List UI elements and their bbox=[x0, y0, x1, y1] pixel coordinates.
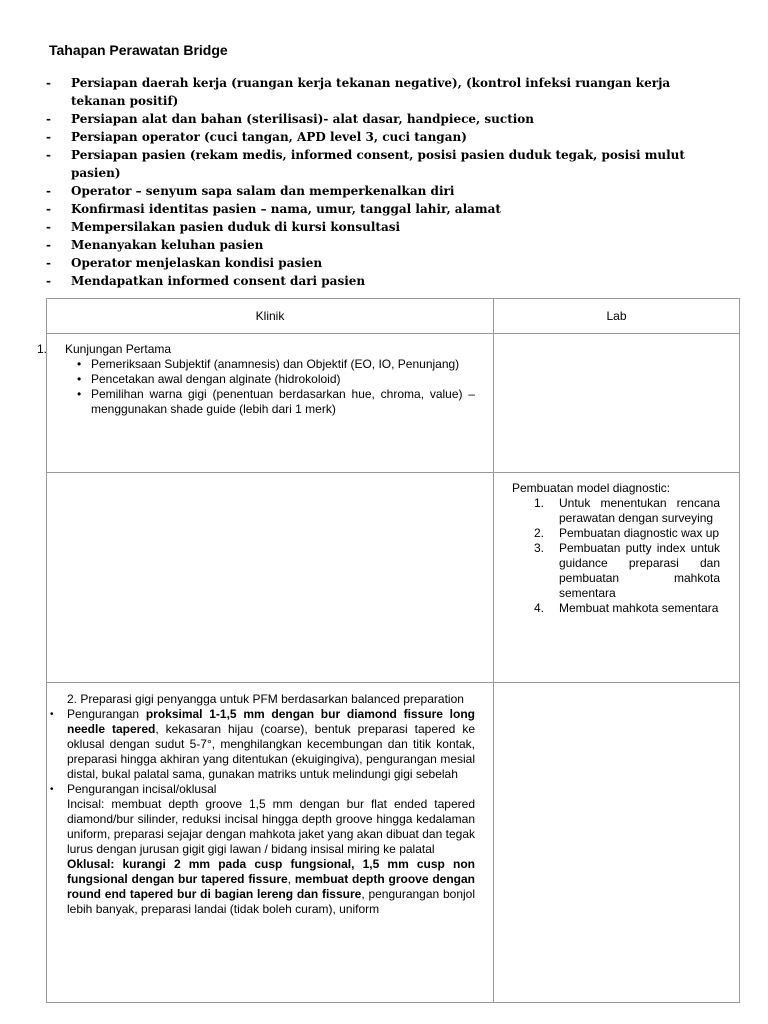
oklusal-bold-1: Oklusal: kurangi 2 mm pada cusp fungsional, 1,5 mm cusp non fungsional dengan bur tapered fissure bbox=[67, 857, 475, 886]
step-text: Persiapan operator (cuci tangan, APD level 3, cuci tangan) bbox=[71, 130, 467, 144]
preparation-heading: 2. Preparasi gigi penyangga untuk PFM berdasarkan balanced preparation bbox=[67, 692, 464, 706]
row-number: 1. bbox=[37, 342, 48, 356]
step-text: Persiapan daerah kerja (ruangan kerja tekanan negative), (kontrol infeksi ruangan kerja tekanan positif) bbox=[71, 76, 671, 108]
preparation-bullet-list bbox=[50, 707, 476, 797]
step-item bbox=[46, 200, 726, 218]
oklusal-paragraph bbox=[67, 857, 475, 917]
treatment-table bbox=[37, 298, 740, 1003]
step-text: Mendapatkan informed consent dari pasien bbox=[71, 274, 366, 288]
list-item-text: Membuat mahkota sementara bbox=[559, 601, 719, 615]
step-item bbox=[46, 182, 726, 200]
step-item bbox=[46, 236, 726, 254]
dash-marker: - bbox=[46, 76, 51, 90]
lab-cell bbox=[494, 683, 740, 1003]
list-item bbox=[532, 541, 720, 601]
lab-heading: Pembuatan model diagnostic: bbox=[512, 481, 671, 495]
bullet-text-rest: , kekasaran hijau (coarse), bentuk preparasi tapered ke oklusal dengan sudut 5-7°, menghilangkan kecembungan dan titik kontak, preparasi hingga akhiran yang ditentukan (ekuigingiva), pengurangan mesial distal, bukal palatal sama, gunakan matriks untuk melindungi gigi sebelah bbox=[67, 722, 475, 781]
dash-marker: - bbox=[46, 274, 51, 288]
klinik-cell bbox=[47, 473, 494, 683]
lab-cell bbox=[494, 334, 740, 473]
item-number: 3. bbox=[534, 541, 545, 555]
dash-marker: - bbox=[46, 112, 51, 126]
step-text: Mempersilakan pasien duduk di kursi konsultasi bbox=[71, 220, 401, 234]
step-text: Operator – senyum sapa salam dan memperkenalkan diri bbox=[71, 184, 455, 198]
bullet-marker: • bbox=[50, 709, 54, 720]
list-item bbox=[532, 526, 720, 541]
list-item-text: Untuk menentukan rencana perawatan dengan surveying bbox=[559, 496, 720, 525]
table-row bbox=[47, 473, 740, 683]
table-header-row bbox=[47, 299, 740, 334]
list-item bbox=[65, 372, 475, 387]
list-item-text: Pembuatan diagnostic wax up bbox=[559, 526, 720, 540]
step-item bbox=[46, 254, 726, 272]
dash-marker: - bbox=[46, 130, 51, 144]
step-text: Konfirmasi identitas pasien – nama, umur, tanggal lahir, alamat bbox=[71, 202, 501, 216]
column-header-lab: Lab bbox=[494, 299, 740, 334]
bullet-marker: • bbox=[77, 372, 82, 386]
bullet-text-pre: Pengurangan bbox=[67, 707, 146, 721]
list-item bbox=[50, 707, 476, 782]
dash-marker: - bbox=[46, 220, 51, 234]
oklusal-bold-2: membuat depth groove dengan round end tapered bur di bagian lereng dan fissure bbox=[67, 872, 476, 901]
visit-heading: Kunjungan Pertama bbox=[65, 342, 172, 356]
step-item bbox=[46, 146, 726, 182]
document-title: Tahapan Perawatan Bridge bbox=[49, 42, 228, 58]
bullet-marker: • bbox=[77, 357, 82, 371]
item-number: 2. bbox=[534, 526, 545, 540]
list-item-text: Pemilihan warna gigi (penentuan berdasarkan hue, chroma, value) – menggunakan shade guide (lebih dari 1 merk) bbox=[91, 387, 475, 416]
step-text: Persiapan alat dan bahan (sterilisasi)- alat dasar, handpiece, suction bbox=[71, 112, 535, 126]
dash-marker: - bbox=[46, 238, 51, 252]
step-text: Persiapan pasien (rekam medis, informed consent, posisi pasien duduk tegak, posisi mulut pasien) bbox=[71, 148, 685, 180]
step-item bbox=[46, 74, 726, 110]
lab-steps-list bbox=[512, 496, 720, 616]
dash-marker: - bbox=[46, 184, 51, 198]
lab-cell bbox=[494, 473, 740, 683]
item-number: 1. bbox=[534, 496, 545, 510]
preparation-steps-list bbox=[46, 74, 726, 290]
oklusal-separator: , bbox=[287, 872, 295, 886]
table-row bbox=[47, 334, 740, 473]
klinik-cell bbox=[47, 683, 494, 1003]
list-item-text: Pemeriksaan Subjektif (anamnesis) dan Objektif (EO, IO, Penunjang) bbox=[91, 357, 460, 371]
step-item bbox=[46, 218, 726, 236]
step-item bbox=[46, 272, 726, 290]
item-number: 4. bbox=[534, 601, 545, 615]
list-item bbox=[532, 496, 720, 526]
dash-marker: - bbox=[46, 256, 51, 270]
list-item-text: Pembuatan putty index untuk guidance preparasi dan pembuatan mahkota sementara bbox=[559, 541, 720, 600]
oklusal-rest: , pengurangan bonjol lebih banyak, preparasi landai (tidak boleh curam), uniform bbox=[67, 887, 475, 916]
list-item bbox=[65, 387, 475, 417]
bullet-marker: • bbox=[77, 387, 82, 401]
step-item bbox=[46, 128, 726, 146]
klinik-cell bbox=[37, 334, 494, 473]
visit-bullet-list bbox=[65, 357, 475, 417]
list-item bbox=[532, 601, 720, 616]
bullet-text: Pengurangan incisal/oklusal bbox=[67, 782, 217, 796]
step-text: Operator menjelaskan kondisi pasien bbox=[71, 256, 323, 270]
step-item bbox=[46, 110, 726, 128]
table-row bbox=[47, 683, 740, 1003]
dash-marker: - bbox=[46, 202, 51, 216]
list-item bbox=[65, 357, 475, 372]
bullet-marker: • bbox=[50, 784, 54, 795]
list-item bbox=[50, 782, 475, 797]
bullet-text-bold: proksimal 1-1,5 mm dengan bur diamond fissure long needle tapered bbox=[67, 707, 476, 736]
column-header-klinik: Klinik bbox=[47, 299, 494, 334]
list-item-text: Pencetakan awal dengan alginate (hidrokoloid) bbox=[91, 372, 341, 386]
step-text: Menanyakan keluhan pasien bbox=[71, 238, 264, 252]
dash-marker: - bbox=[46, 148, 51, 162]
incisal-paragraph: Incisal: membuat depth groove 1,5 mm dengan bur flat ended tapered diamond/bur silinder, reduksi incisal hingga depth groove hingga kedalaman uniform, preparasi sejajar dengan mahkota jaket yang akan dibuat dan tegak lurus dengan jurusan gigit gigi lawan / bidang insisal miring ke palatal bbox=[67, 797, 475, 856]
